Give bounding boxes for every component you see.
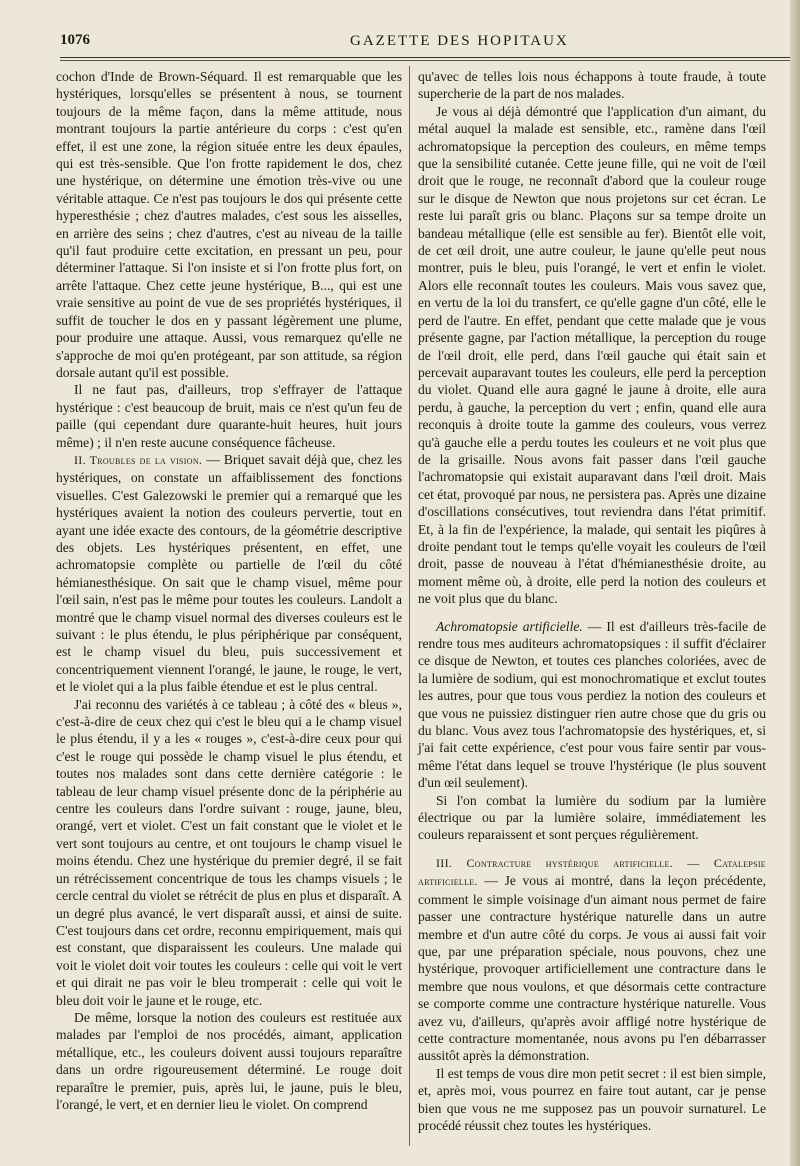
paragraph: cochon d'Inde de Brown-Séquard. Il est remarquable que les hystériques, lorsqu'elles se présentent à nous, se tournent toujours de la même façon, dans la même attitude, nous montrant toujours la partie antérieure du corps : c'est qu'en effet, il est une zone, la région située entre les deux épaules, qui est très-sensible. Que l'on frotte rapidement le dos, chez une hystérique, on détermine une émotion très-vive ou une véritable attaque. Ce n'est pas toujours le dos qui présente cette hyperesthésie ; chez d'autres malades, c'est sous les aisselles, en arrière des seins ; chez d'autres, c'est au niveau de la taille qu'il faut produire cette excitation, en pressant un peu, pour déterminer l'attaque. Si l'on insiste et si l'on frotte plus fort, on arrête l'attaque. Chez cette jeune hystérique, B..., qui est une vraie sensitive au point de vue de ses propriétés hystériques, il suffit de toucher le dos en y passant légèrement une plume, pour produire une attaque. Aussi, vous remarquez qu'elle ne s'approche de moi qu'en protégeant, par son attitude, sa région dorsale autant qu'il est possible. xyxy=(56,69,402,380)
header-rule-secondary xyxy=(60,60,792,61)
paragraph: De même, lorsque la notion des couleurs est restituée aux malades par l'emploi de nos procédés, aimant, application métallique, etc., les couleurs doivent aussi toujours reparaître dans un ordre rigoureusement déterminé. Le rouge doit reparaître le premier, puis, après lui, le jaune, puis le bleu, l'orangé, le vert, et en dernier lieu le violet. On comprend xyxy=(56,1009,402,1112)
journal-title: GAZETTE DES HOPITAUX xyxy=(350,33,569,49)
section-paragraph xyxy=(418,854,766,1065)
section-paragraph xyxy=(56,451,402,696)
section-heading: Achromatopsie artificielle. xyxy=(436,618,583,634)
paragraph: J'ai reconnu des variétés à ce tableau ; à côté des « bleus », c'est-à-dire de ceux chez qui c'est le bleu qui a le champ visuel le plus étendu, il y a les « rouges », c'est-à-dire ceux pour qui c'est le rouge qui possède le champ visuel le plus étendu, et toutes nos malades sont dans cette dernière catégorie : le tableau de leur champ visuel présente donc de la périphérie au centre les couleurs dans l'ordre suivant : rouge, jaune, bleu, orangé, vert et violet. C'est un fait constant que le violet et le vert sont toujours au centre, et ont toujours le champ visuel le moins étendu. Chez une hystérique du premier degré, il se fait un rétrécissement concentrique de tous les champs visuels ; le cercle central du violet se rétrécit de plus en plus et disparaît. A un degré plus avancé, le vert disparaît aussi, et ainsi de suite. C'est toujours dans cet ordre, reconnu empiriquement, mais qui est constant, que disparaissent les couleurs. Une malade qui voit le violet doit voir toutes les couleurs : celle qui voit le vert et qui dirait ne pas voir le bleu tromperait : celle qui voit le bleu doit voir le jaune et le rouge, etc. xyxy=(56,696,402,1008)
page-number: 1076 xyxy=(60,32,90,48)
paragraph: Il est temps de vous dire mon petit secret : il est bien simple, et, après moi, vous pourrez en faire tout autant, car je pense bien que vous ne me supposez pas un pouvoir surnaturel. Le procédé réussit chez toutes les hystériques. xyxy=(418,1065,766,1133)
paragraph: qu'avec de telles lois nous échappons à toute fraude, à toute supercherie de la part de nos malades. xyxy=(418,69,766,102)
section-paragraph xyxy=(418,618,766,792)
paragraph-text: — Je vous ai montré, dans la leçon précédente, comment le simple voisinage d'un aimant nous permet de faire passer une contracture hystérique naturelle dans un autre membre et d'un autre côté du corps. Je vous ai aussi fait voir que, par une préparation spéciale, nous pouvons, chez une hystérique, provoquer artificiellement une contracture dans le membre que nous voulons, et que désormais cette contracture se comporte comme une contracture hystérique naturelle. Vous avez vu, d'ailleurs, qu'après avoir affligé notre hystérique de cette contracture momentanée, nous avons pu l'en débarrasser aussitôt après la démonstration. xyxy=(418,873,766,1064)
paragraph-text: — Il est d'ailleurs très-facile de rendre tous mes auditeurs achromatopsiques : il suffit d'éclairer ce disque de Newton, et toutes ces planches coloriées, avec de la lumière de sodium, qui est monochromatique et exclut toutes les autres, pour que tous vous perdiez la notion des couleurs et que vous ne puissiez distinguer rien autre chose que du gris ou du blanc. Vous avez tous l'achromatopsie des hystériques, et, si j'ai fait cette expérience, c'est pour vous faire sentir par vous-même l'état dans lequel se trouve l'hystérique (le plus souvent d'un œil seulement). xyxy=(418,618,766,791)
left-column xyxy=(56,68,402,1113)
paragraph: Je vous ai déjà démontré que l'application d'un aimant, du métal auquel la malade est sensible, etc., ramène dans l'œil achromatopsique la perception des couleurs, en même temps que la sensibilité cutanée. Cette jeune fille, qui ne voit de l'œil droit que le rouge, ne reconnaît d'abord que la couleur rouge sur le disque de Newton que nous projetons sur cet écran. Le reste lui paraît gris ou blanc. Plaçons sur sa tempe droite un bandeau métallique (elle est sensible au fer). Bientôt elle voit, de cet œil droit, une autre couleur, le jaune qu'elle peut nous montrer, puis le bleu, puis l'orangé, le vert et enfin le violet. Alors elle reconnaît toutes les couleurs. Mais vous savez que, en vertu de la loi du transfert, ce qu'elle gagne d'un côté, elle le perd de l'autre. En effet, pendant que cette malade que je vous présente gagne, par l'action métallique, la perception du rouge de l'œil droit, elle perd, dans l'œil gauche qui était sain et percevait auparavant toutes les couleurs, elle perd la perception du violet. Quand elle aura gagné le jaune à droite, elle aura perdu, à gauche, la perception du vert ; enfin, quand elle aura reconquis à droite toute la gamme des couleurs, vous verrez qu'à gauche elle a perdu toutes les couleurs et ne voit plus que de la grisaille. Nous avons fait passer dans l'œil gauche l'achromatopsie qui existait auparavant dans l'œil droit. Mais cet état, provoqué par nous, ne persistera pas. Après une dizaine d'oscillations consécutives, tout reviendra dans l'état primitif. Et, à la fin de l'expérience, la malade, qui sentait les piqûres à droite pendant tout le temps qu'elle voyait les couleurs de l'œil droit, passe de nouveau à l'état d'hémianesthésie droite, au moment même où, à droite, elle perd la notion des couleurs et ne voit plus que du blanc. xyxy=(418,103,766,607)
section-heading: III. Contracture hystérique artificielle. — Catalepsie artificielle. xyxy=(418,855,766,889)
right-column xyxy=(418,68,766,1134)
page-header xyxy=(60,30,790,54)
section-heading: II. Troubles de la vision. xyxy=(74,452,203,467)
paragraph: Si l'on combat la lumière du sodium par la lumière électrique ou par la lumière solaire, immédiatement les couleurs reparaissent et sont perçues régulièrement. xyxy=(418,792,766,843)
paragraph: Il ne faut pas, d'ailleurs, trop s'effrayer de l'attaque hystérique : c'est beaucoup de bruit, mais ce n'est qu'un feu de paille (qui cependant dure quarante-huit heures, huit jours même) ; il n'en reste aucune conséquence fâcheuse. xyxy=(56,382,402,450)
header-rule xyxy=(60,57,792,58)
page-edge xyxy=(790,0,800,1166)
column-divider xyxy=(409,66,410,1146)
paragraph-text: — Briquet savait déjà que, chez les hystériques, on constate un affaiblissement des fonctions visuelles. C'est Galezowski le premier qui a remarqué que les hystériques avaient la notion des couleurs pervertie, tout en ayant une idée exacte des contours, de la géométrie descriptive des objets. Les hystériques présentent, en effet, une achromatopsie complète ou partielle de l'œil du côté hémianesthésique. On sait que le champ visuel, même pour l'œil sain, n'est pas le même pour toutes les couleurs. Landolt a montré que le champ visuel normal des diverses couleurs est le suivant : le plus étendu, le plus périphérique par conséquent, est le champ visuel du bleu, puis successivement et concentriquement viennent l'orangé, le jaune, le rouge, le vert, et le violet qui a la plus faible étendue et est le plus central. xyxy=(56,451,402,695)
